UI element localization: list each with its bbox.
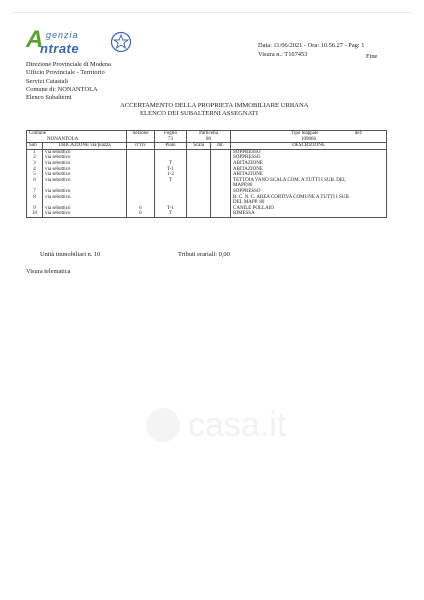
cell-sub: 8 bbox=[27, 195, 43, 206]
cell-piani: T bbox=[155, 178, 187, 189]
unita-count: Unità immobiliari n. 10 bbox=[40, 251, 101, 258]
header-tipo-label: Tipo mappale bbox=[291, 131, 319, 136]
logo-text-bottom: ntrate bbox=[40, 41, 80, 56]
cell-piani: 1-2 bbox=[155, 172, 187, 178]
logo-text-top: genzia bbox=[46, 30, 79, 40]
col-descrizione: DESCRIZIONE bbox=[231, 143, 387, 150]
cell-piani bbox=[155, 195, 187, 206]
col-int: Int. bbox=[211, 143, 231, 150]
cell-via: via sebottico bbox=[43, 206, 127, 212]
cell-descrizione bbox=[231, 195, 387, 206]
header-comune: Comune bbox=[27, 131, 127, 137]
cell-civ bbox=[127, 195, 155, 206]
subalterni-table bbox=[26, 130, 387, 218]
visura-telematica: Visura telematica bbox=[26, 268, 71, 275]
cell-piani: T-1 bbox=[155, 167, 187, 173]
cell-sub: 5 bbox=[27, 172, 43, 178]
descrizione-line: ABITAZIONE bbox=[233, 160, 263, 166]
cell-scala bbox=[187, 211, 211, 217]
visura-number: Visura n.: T107453 bbox=[258, 51, 308, 58]
col-piani: Piani bbox=[155, 143, 187, 150]
document-subtitle: ELENCO DEI SUBALTERNI ASSEGNATI bbox=[140, 110, 258, 117]
document-title: ACCERTAMENTO DELLA PROPRIETA IMMOBILIARE URBANA bbox=[120, 102, 309, 109]
descrizione-line: SOPPRESSO bbox=[233, 149, 261, 155]
table-body bbox=[27, 149, 387, 217]
cell-via: via sebottico bbox=[43, 167, 127, 173]
watermark-text: casa.it bbox=[188, 406, 287, 444]
cell-via: via sebottico bbox=[43, 189, 127, 195]
office-ufficio: Ufficio Provinciale - Territorio bbox=[26, 69, 105, 77]
cell-sub: 3 bbox=[27, 161, 43, 167]
cell-via: via sebottico bbox=[43, 155, 127, 161]
cell-int bbox=[211, 178, 231, 189]
cell-piani: T-1 bbox=[155, 206, 187, 212]
cell-sub: 9 bbox=[27, 206, 43, 212]
value-particella: 80 bbox=[187, 137, 231, 143]
cell-int bbox=[211, 195, 231, 206]
value-comune: NONANTOLA bbox=[27, 137, 127, 143]
table-row bbox=[27, 195, 387, 206]
cell-sub: 10 bbox=[27, 211, 43, 217]
col-sub: Sub bbox=[27, 143, 43, 150]
cell-piani: T bbox=[155, 161, 187, 167]
visura-header bbox=[258, 41, 378, 60]
cell-piani: T bbox=[155, 211, 187, 217]
table-column-headers bbox=[27, 143, 387, 150]
cell-sub: 6 bbox=[27, 178, 43, 189]
descrizione-line: DEL MAPP. 80 bbox=[233, 200, 265, 206]
office-elenco: Elenco Subalterni bbox=[26, 94, 72, 102]
cell-scala bbox=[187, 178, 211, 189]
value-foglio: 73 bbox=[155, 137, 187, 143]
header-del: del: bbox=[354, 131, 363, 136]
cell-sub: 7 bbox=[27, 189, 43, 195]
fine-label: Fine bbox=[366, 53, 378, 60]
descrizione-line: SOPPRESSO bbox=[233, 188, 261, 194]
descrizione-line: ABITAZIONE bbox=[233, 166, 263, 172]
cell-civ: 6 bbox=[127, 206, 155, 212]
agenzia-entrate-logo bbox=[26, 28, 136, 64]
tributi-erariali: Tributi erariali: 0,00 bbox=[178, 251, 230, 258]
col-civ: n°civ bbox=[127, 143, 155, 150]
office-servizi: Servizi Catastali bbox=[26, 77, 69, 85]
cell-descrizione bbox=[231, 211, 387, 217]
cell-via: via sebottico bbox=[43, 178, 127, 189]
value-tipo-number: 109066 bbox=[301, 136, 317, 142]
office-block bbox=[26, 61, 111, 102]
cell-via: via sebottico bbox=[43, 161, 127, 167]
header-sezione: Sezione bbox=[127, 131, 155, 137]
logo-mark: A bbox=[26, 26, 44, 53]
col-ubicazione: UBICAZIONE via/piazza bbox=[43, 143, 127, 150]
table-row bbox=[27, 178, 387, 189]
descrizione-line: SOPPRESSO bbox=[233, 155, 261, 161]
descrizione-line: RIMESSA bbox=[233, 211, 255, 217]
office-direzione: Direzione Provinciale di Modena bbox=[26, 61, 112, 68]
republic-emblem-icon bbox=[110, 31, 132, 53]
top-divider bbox=[12, 12, 412, 13]
cell-descrizione bbox=[231, 178, 387, 189]
cell-sub: 4 bbox=[27, 167, 43, 173]
watermark bbox=[148, 406, 286, 445]
cell-scala bbox=[187, 195, 211, 206]
cell-via: via sebottico bbox=[43, 172, 127, 178]
descrizione-line: B. C. N. C. AREA CORTIVA COMUNE A TUTTI I SUB. bbox=[233, 194, 350, 200]
cell-via: via sebottico bbox=[43, 211, 127, 217]
cell-int bbox=[211, 211, 231, 217]
cell-via: via sebottico bbox=[43, 195, 127, 206]
col-scala: Scala bbox=[187, 143, 211, 150]
descrizione-line: TETTOIA VANO SCALA COM. A TUTTI I SUB. DEL bbox=[233, 177, 347, 183]
cell-civ: 6 bbox=[127, 211, 155, 217]
cell-sub: 1 bbox=[27, 149, 43, 155]
descrizione-line: MAPP.80 bbox=[233, 183, 253, 189]
table-row bbox=[27, 211, 387, 217]
cell-sub: 2 bbox=[27, 155, 43, 161]
descrizione-line: CANILE POLLAIO bbox=[233, 205, 274, 211]
header-foglio: Foglio bbox=[155, 131, 187, 137]
descrizione-line: ABITAZIONE bbox=[233, 172, 263, 178]
header-particella: Particella bbox=[187, 131, 231, 137]
office-comune: Comune di: NONANTOLA bbox=[26, 85, 98, 93]
cell-via: via sebottico bbox=[43, 149, 127, 155]
date-time-page: Data: 11/06/2021 - Ora: 10.56.27 - Pag: 1 bbox=[258, 42, 365, 49]
cell-civ bbox=[127, 178, 155, 189]
